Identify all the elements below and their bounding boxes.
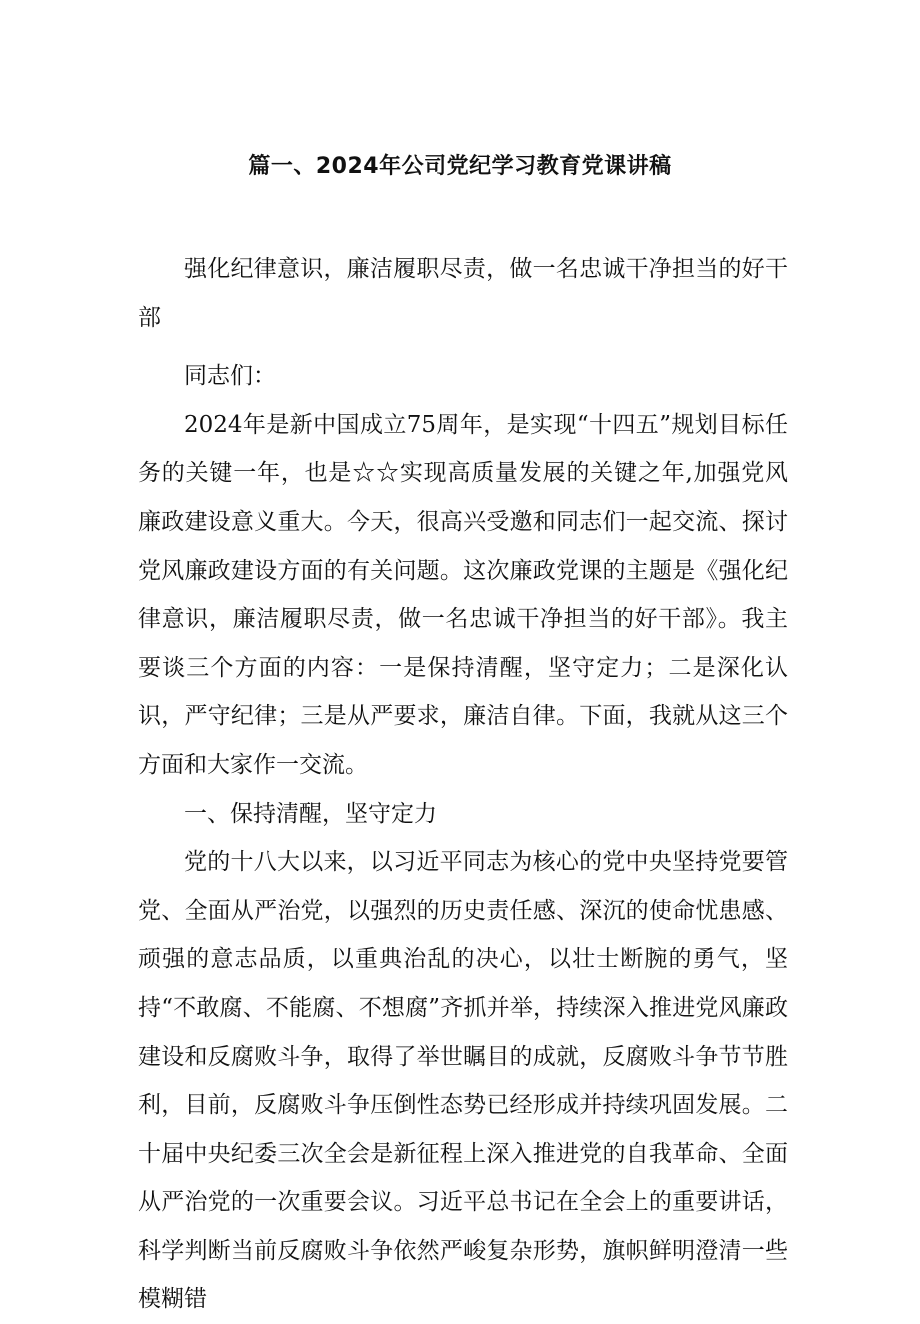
document-body xyxy=(138,245,788,1324)
document-title: 篇一、2024年公司党纪学习教育党课讲稿 xyxy=(248,154,672,179)
intro-paragraph: 2024年是新中国成立75周年，是实现“十四五”规划目标任务的关键一年，也是☆☆实现高质量发展的关键之年,加强党风廉政建设意义重大。今天，很高兴受邀和同志们一起交流、探讨党风廉政建设方面的有关问题。这次廉政党课的主题是《强化纪律意识，廉洁履职尽责，做一名忠诚干净担当的好干部》。我主要谈三个方面的内容：一是保持清醒，坚守定力；二是深化认识，严守纪律；三是从严要求，廉洁自律。下面，我就从这三个方面和大家作一交流。 xyxy=(138,411,788,778)
section-1-paragraph: 党的十八大以来，以习近平同志为核心的党中央坚持党要管党、全面从严治党，以强烈的历史责任感、深沉的使命忧患感、顽强的意志品质，以重典治乱的决心，以壮士断腕的勇气，坚持“不敢腐、不能腐、不想腐”齐抓并举，持续深入推进党风廉政建设和反腐败斗争，取得了举世瞩目的成就，反腐败斗争节节胜利，目前，反腐败斗争压倒性态势已经形成并持续巩固发展。二十届中央纪委三次全会是新征程上深入推进党的自我革命、全面从严治党的一次重要会议。习近平总书记在全会上的重要讲话，科学判断当前反腐败斗争依然严峻复杂形势，旗帜鲜明澄清一些模糊错 xyxy=(138,849,788,1313)
speech-theme-line: 强化纪律意识，廉洁履职尽责，做一名忠诚干净担当的好干部 xyxy=(138,256,788,331)
section-heading-1: 一、保持清醒，坚守定力 xyxy=(184,800,437,827)
salutation: 同志们： xyxy=(184,363,276,390)
